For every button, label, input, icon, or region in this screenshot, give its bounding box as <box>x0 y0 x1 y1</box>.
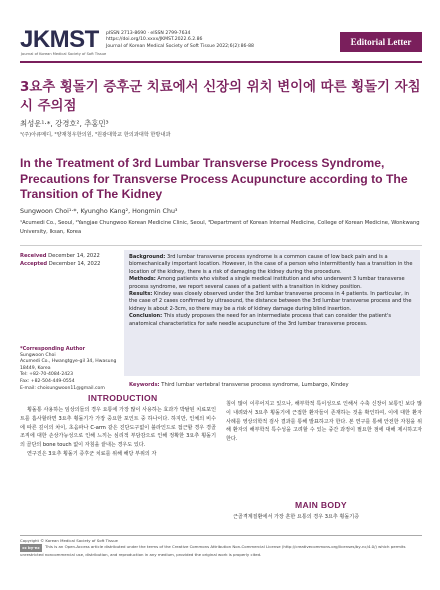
corresponding-author-title: *Corresponding Author <box>20 346 86 352</box>
corresponding-author <box>20 346 120 392</box>
section-divider <box>20 245 422 246</box>
copyright: Copyright © Korean Medical Society of Soft Tissue <box>20 538 118 543</box>
received-date: December 14, 2022 <box>48 253 100 259</box>
korean-title: 3요추 횡돌기 증후군 치료에서 신장의 위치 변이에 따른 횡돌기 자침시 주의점 <box>20 80 421 114</box>
article-dates <box>20 252 120 268</box>
issn-line: pISSN 2713-8690 · eISSN 2799-7634 <box>106 31 191 36</box>
abstract-background: Background: 3rd lumbar transverse process syndrome is a common cause of low back pain and is a biomechanically important location. However, in the case of a person who intermittently has a transition in the location of the kidney, there is a risk of damaging the kidney during the procedure. <box>129 254 413 275</box>
right-paragraph: 침이 많이 이루어지고 있으나, 해부학적 특이성으로 인해서 수축 신장이 보통인 보다 많이 내려와서 3요추 횡돌기에 근접한 환자들이 존재하는 것을 확인하여, 이에 대한 환자 사례를 영상의학적 검사 결과를 통해 발표하고자 한다. 본 연구를 통해 안전한 자침을 위해 환자의 해부학적 특수성을 고려할 수 있는 중간 과정이 필요한 점에 대해 제시하고자 한다. <box>226 401 422 443</box>
citation-line: Journal of Korean Medical Society of Soft Tissue 2022;6(2):86-88 <box>106 43 254 49</box>
footer-divider <box>20 535 422 536</box>
corr-email[interactable]: E-mail: choisungwoon11@gmail.com <box>20 385 105 391</box>
corr-tel: Tel: +82-70-4084-2423 <box>20 372 74 378</box>
intro-paragraph: 연구진은 3요추 횡돌기 증후군 치료를 위해 해당 부위의 자 <box>27 450 157 457</box>
abstract-methods: Methods: Among patients who visited a single medical institution and who underwent 3 lumbar transverse process syndrome, we report several cases of a patient with a transition in kidney position. <box>129 276 405 290</box>
received-label: Received <box>20 253 47 259</box>
corr-name: Sungwoon Choi <box>20 352 56 358</box>
main-body-text <box>226 513 422 522</box>
main-paragraph: 근골격계질환에서 가장 흔한 요통의 경우 3요추 횡돌기증 <box>233 514 360 520</box>
keywords <box>129 382 419 388</box>
journal-logo-subtitle: Journal of Korean Medical Society of Soft Tissue <box>21 52 107 56</box>
cc-license-icon: cc by-nc <box>20 544 42 552</box>
header-divider <box>20 61 422 63</box>
main-body-heading: MAIN BODY <box>295 500 347 510</box>
right-column-body <box>226 400 422 444</box>
korean-authors: 최성운¹·*, 강경호², 추홍민³ <box>20 119 109 128</box>
english-title: In the Treatment of 3rd Lumbar Transverse Process Syndrome, Precautions for Transverse Process Acupuncture according to The Transition of The Kidney <box>20 156 408 201</box>
doi-link[interactable]: https://doi.org/10.xxxx/JKMST.2022.6.2.86 <box>106 37 203 43</box>
abstract <box>129 254 417 328</box>
article-type-badge: Editorial Letter <box>340 32 422 52</box>
abstract-conclusion: Conclusion: This study proposes the need for an intermediate process that can consider the patient's anatomical characteristics for safe needle acupuncture of the 3rd lumbar transverse process. <box>129 313 392 327</box>
keywords-label: Keywords: <box>129 382 160 388</box>
license-text: This is an Open-Access article distributed under the terms of the Creative Commons Attribution Non-Commercial License (http://creativecommons.org/licenses/by-nc/4.0/) which permits unrestricted noncommercial use, distribution, and reproduction in any medium, provided the original work is properly cited. <box>20 543 406 557</box>
accepted-label: Accepted <box>20 261 48 267</box>
introduction-body <box>20 406 216 459</box>
keywords-text: Third lumbar vertebral transverse process syndrome, Lumbargo, Kindey <box>159 382 349 388</box>
introduction-heading: INTRODUCTION <box>88 393 158 403</box>
english-affiliations: ¹Acumedi Co., Seoul, ²Yangjae Chungwoo Korean Medicine Clinic, Seoul, ³Department of Korean Internal Medicine, College of Korean Medicine, Wonkwang University, Iksan, Korea <box>20 220 420 235</box>
english-authors: Sungwoon Choi¹·*, Kyungho Kang², Hongmin Chu³ <box>20 208 178 215</box>
corr-address: Acumedi Co., Hwangtgye-gil 34, Hwasung 18449, Korea <box>20 359 117 371</box>
korean-affiliations: ¹(주)아큐메디, ²양재청우한의원, ³원광대학교 한의과대학 한방내과 <box>20 132 171 138</box>
accepted-date: December 14, 2022 <box>48 261 101 267</box>
journal-header <box>20 26 422 56</box>
footer <box>20 538 422 557</box>
corr-fax: Fax: +82-504-449-0554 <box>20 378 75 384</box>
journal-meta <box>106 31 254 50</box>
intro-paragraph: 횡돌통 사용하는 임상의들의 경우 요통에 가장 많이 사용하는 효과가 박탈된 치료포인트를 흡사할라면 3요추 횡돌기가 가장 중요한 포인트 중 하나이다. 하지만, 인체의 비수에 따른 깊이의 차이, 초음파나 C-arm 같은 진단도구없이 블라인드로 접근할 경우 경골조직에 대한 손상가능성으로 인해 느끼는 심리적 부담감으로 인해 정확한 3요추 횡돌기의 골단의 bone touch 없이 자침을 끝내는 경우도 있다. <box>20 407 216 449</box>
abstract-results: Results: Kindey was closely observed under the 3rd lumbar transverse process in 4 patients. In particular, in the case of 2 cases confirmed by ultrasound, the distance between the 3rd lumbar transverse process and the kidney is about 2-3cm, so there may be a risk of kidney damage during blind insertion. <box>129 291 412 312</box>
journal-logo: JKMST <box>20 26 99 53</box>
